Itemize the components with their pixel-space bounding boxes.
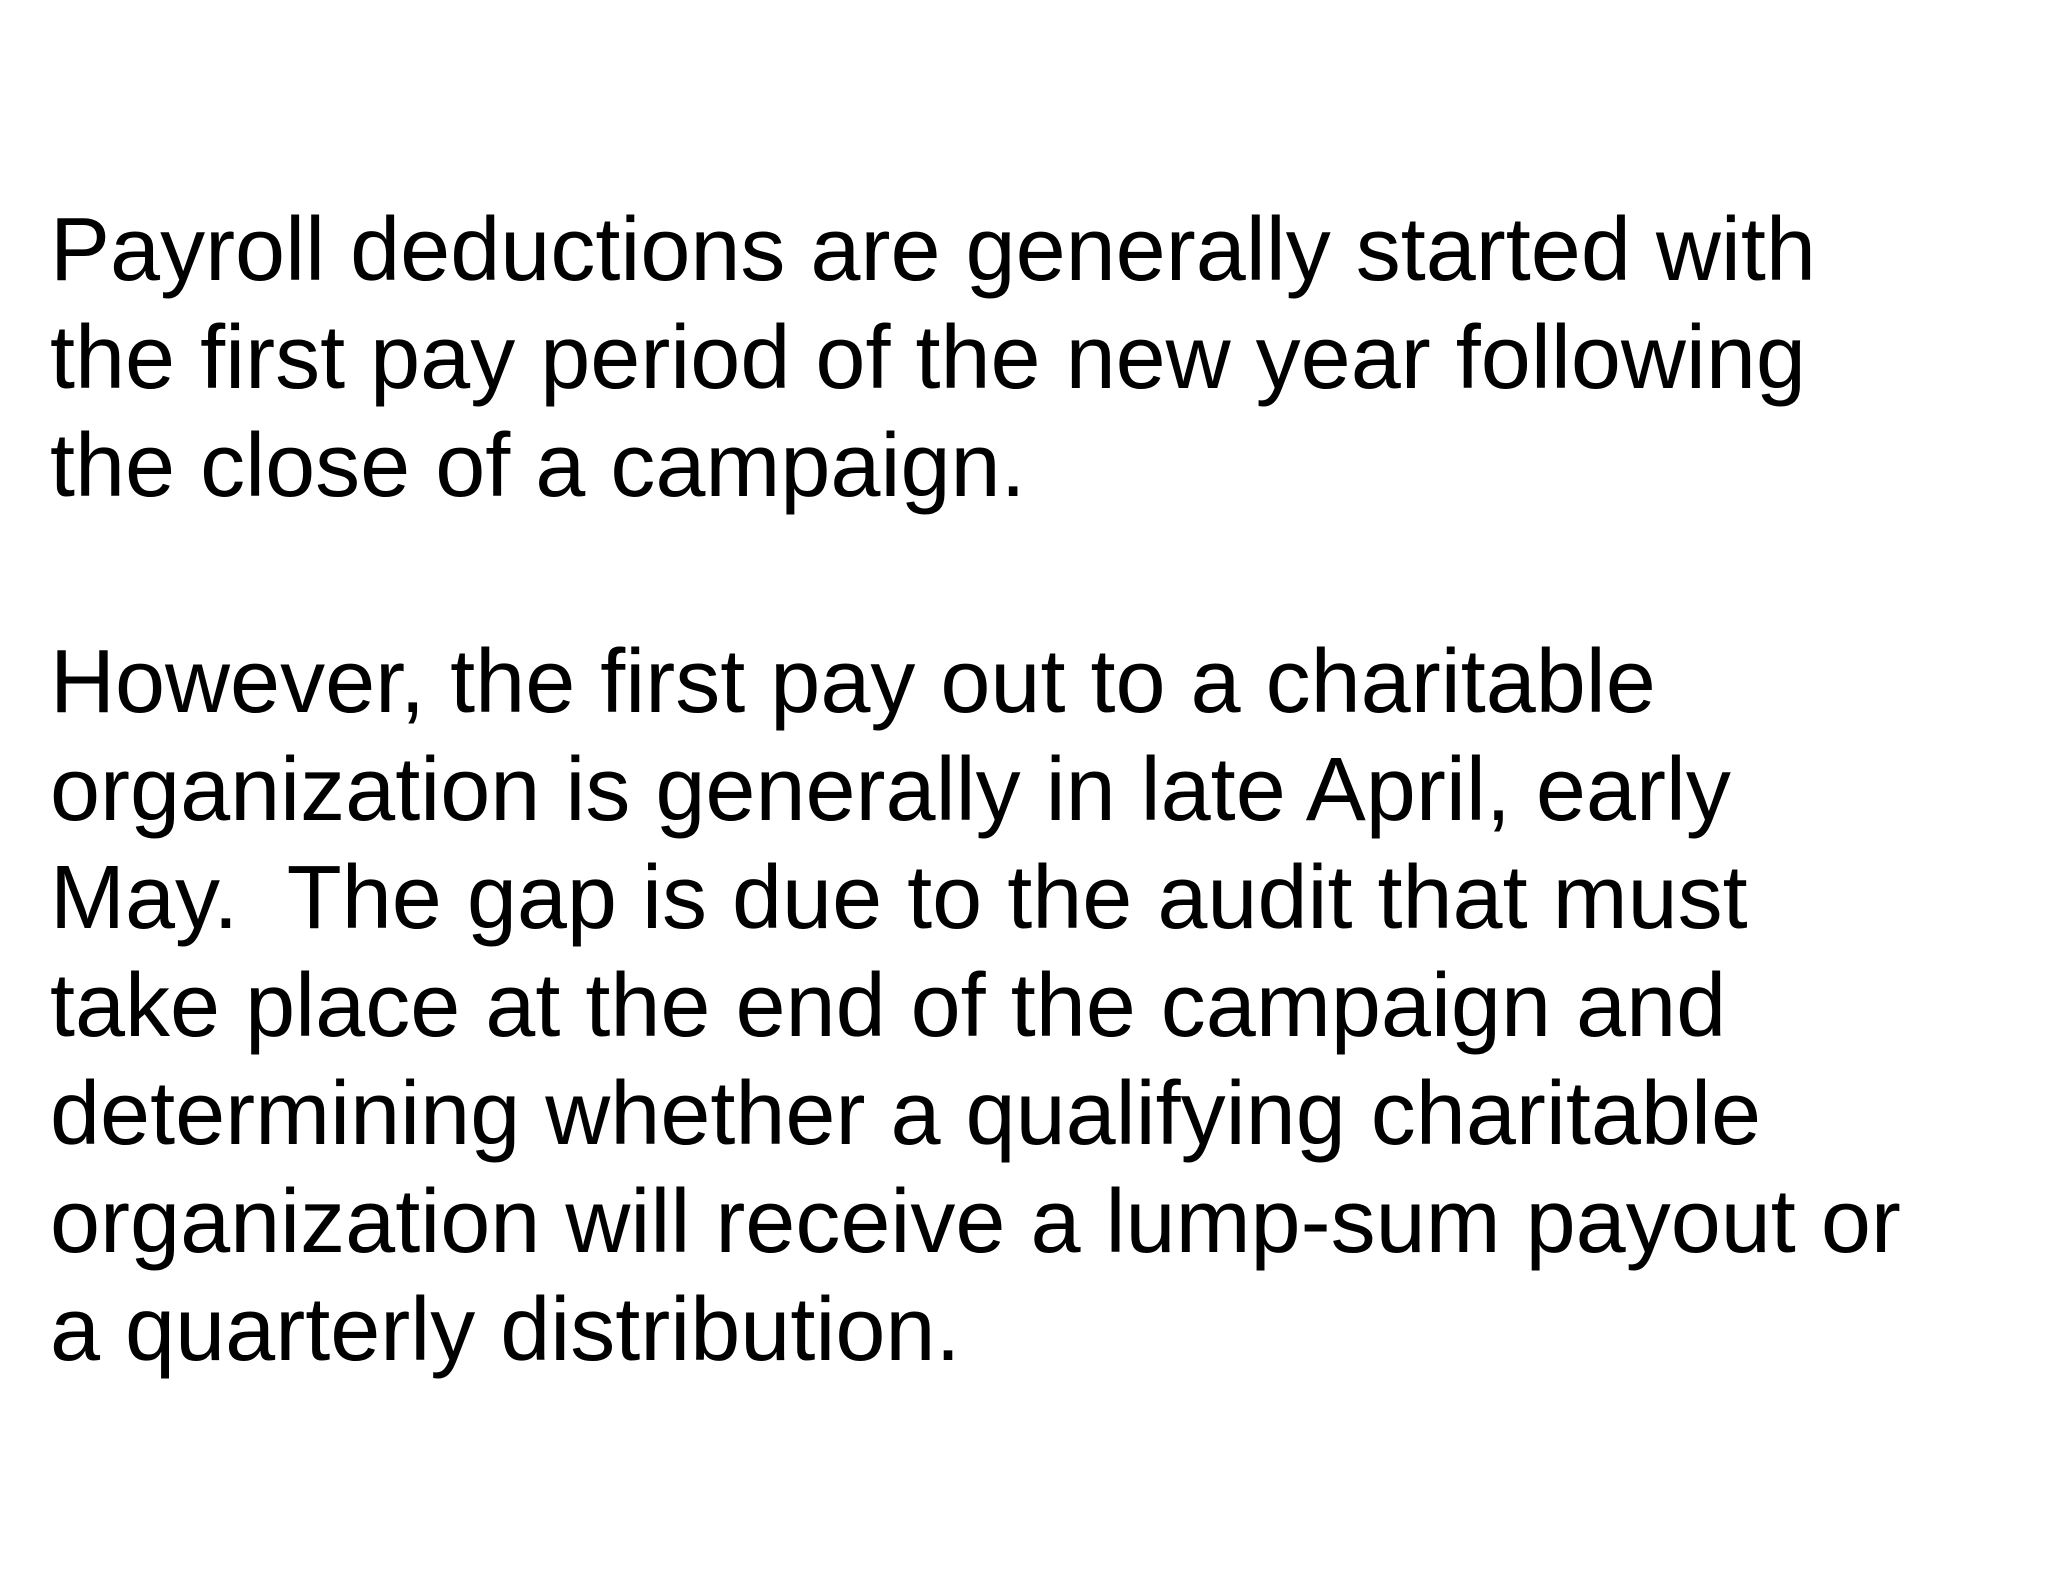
text-line: the first pay period of the new year following [50,308,1806,408]
paragraph-payroll-deductions [50,196,2010,520]
text-line: Payroll deductions are generally started with [50,200,1816,300]
text-line: the close of a campaign. [50,416,1026,516]
text-line: determining whether a qualifying charitable [50,1064,1762,1164]
text-line: take place at the end of the campaign and [50,956,1727,1056]
text-line: May. The gap is due to the audit that must [50,848,1748,948]
paragraph-first-payout [50,628,2010,1384]
text-line: organization is generally in late April, early [50,740,1731,840]
text-line: a quarterly distribution. [50,1280,961,1380]
text-line: However, the first pay out to a charitable [50,632,1656,732]
body-text [50,196,2010,1384]
paragraph-spacer [50,520,2010,628]
text-line: organization will receive a lump-sum payout or [50,1172,1901,1272]
